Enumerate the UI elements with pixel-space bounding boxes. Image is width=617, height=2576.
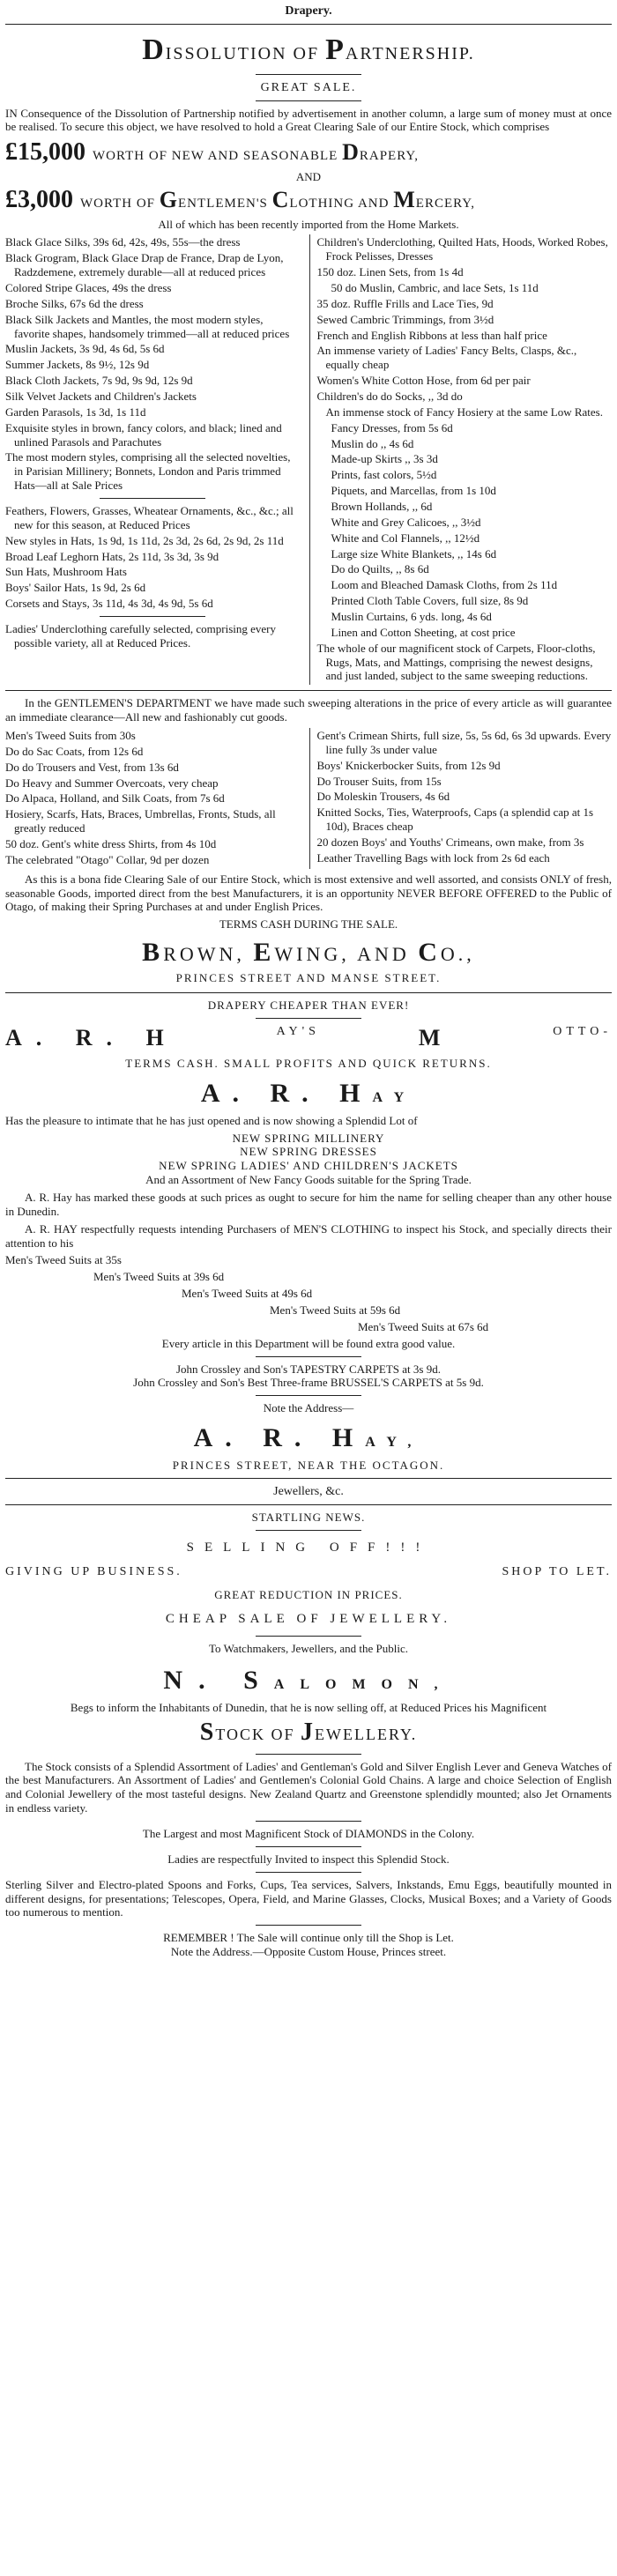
list-item: 35 doz. Ruffle Frills and Lace Ties, 9d <box>316 296 494 310</box>
list-item: Corsets and Stays, 3s 11d, 4s 3d, 4s 9d, 5s 6d <box>5 597 213 611</box>
list-item: Muslin do ,, 4s 6d <box>331 436 414 450</box>
divider <box>5 690 612 691</box>
list-item: Brown Hollands, ,, 6d <box>331 499 433 513</box>
section-label-jewellers: Jewellers, &c. <box>273 1484 344 1498</box>
sale-intro: IN Consequence of the Dissolution of Partnership notified by advertisement in another column, a large sum of money must at once be realised. To secure this object, we have resolved to hold a Great Clearing Sale of our Entire Stock, which comprises <box>5 106 612 134</box>
hay-assortment: And an Assortment of New Fancy Goods suitable for the Spring Trade. <box>145 1173 472 1187</box>
list-item: Fancy Dresses, from 5s 6d <box>331 420 453 434</box>
startling-news: STARTLING NEWS. <box>251 1510 366 1524</box>
list-item: Leather Travelling Bags with lock from 2s 6d each <box>316 850 550 865</box>
divider <box>100 616 205 617</box>
list-item: Broche Silks, 67s 6d the dress <box>5 296 144 310</box>
stock-of-jewellery: STOCK OF JEWELLERY. <box>199 1719 418 1747</box>
drapery-left-column <box>5 234 301 685</box>
list-item: White and Grey Calicoes, ,, 3½d <box>331 515 481 529</box>
divider <box>256 100 361 101</box>
great-reduction: GREAT REDUCTION IN PRICES. <box>214 1587 403 1601</box>
section-label-drapery: Drapery. <box>285 4 332 18</box>
divider <box>5 1478 612 1479</box>
list-item: An immense stock of Fancy Hosiery at the same Low Rates. <box>325 405 603 419</box>
list-item: Boys' Sailor Hats, 1s 9d, 2s 6d <box>5 581 146 595</box>
list-item: 50 do Muslin, Cambric, and lace Sets, 1s 11d <box>331 280 539 294</box>
gents-intro: In the GENTLEMEN'S DEPARTMENT we have made such sweeping alterations in the price of every article as will guarantee an immediate clearance—All new and fashionably cut goods. <box>5 696 612 724</box>
divider <box>256 74 361 75</box>
mercery-worth-line: £3,000 WORTH OF GENTLEMEN'S CLOTHING AND MERCERY, <box>5 186 475 214</box>
list-item: Do Trouser Suits, from 15s <box>316 774 442 788</box>
divider <box>256 1636 361 1637</box>
imported-line: All of which has been recently imported from the Home Markets. <box>158 217 459 231</box>
list-item: Colored Stripe Glaces, 49s the dress <box>5 280 172 294</box>
list-item: Do do Sac Coats, from 12s 6d <box>5 744 144 758</box>
sterling-silver: Sterling Silver and Electro-plated Spoons and Forks, Cups, Tea services, Salvers, Inkstands, Emu Eggs, beautifully mounted in different designs, for presentations; Telescopes, Opera, Field, and Marine Glasses, Clocks, Musical Boxes; and a Variety of Goods too numerous to mention. <box>5 1877 612 1919</box>
divider <box>256 1925 361 1926</box>
list-item: Ladies' Underclothing carefully selected, comprising every possible variety, all at Reduced Prices. <box>5 622 277 650</box>
stock-description: The Stock consists of a Splendid Assortment of Ladies' and Gentleman's Gold and Silver English Lever and Geneva Watches of the best Manufacturers. An Assortment of Ladies' and Gentlemen's Colonial Gold Chains. A large and choice Selection of English and Colonial Jewellery of the most tasteful designs. New Zealand Quartz and Greenstone splendidly mounted; also Jet Ornaments in endless variety. <box>5 1759 612 1815</box>
list-item: Silk Velvet Jackets and Children's Jackets <box>5 389 197 403</box>
drapery-right-column <box>309 234 613 685</box>
divider <box>100 498 205 499</box>
diamonds-line: The Largest and most Magnificent Stock of DIAMONDS in the Colony. <box>142 1826 475 1840</box>
list-item: Do Moleskin Trousers, 4s 6d <box>316 790 450 804</box>
divider <box>256 1821 361 1822</box>
drapery-worth-line: £15,000 WORTH OF NEW AND SEASONABLE DRAPERY, <box>5 138 420 167</box>
list-item: The celebrated "Otago" Collar, 9d per dozen <box>5 852 210 866</box>
hay-header: DRAPERY CHEAPER THAN EVER! <box>207 998 410 1012</box>
list-item: White and Col Flannels, ,, 12½d <box>331 531 480 545</box>
cheap-sale: CHEAP SALE OF JEWELLERY. <box>165 1611 452 1626</box>
list-item: Do do Trousers and Vest, from 13s 6d <box>5 760 179 774</box>
salomon-name: N. SALOMON, <box>163 1665 454 1695</box>
hay-intro: Has the pleasure to intimate that he has just opened and is now showing a Splendid Lot of <box>5 1113 418 1127</box>
list-item: Sun Hats, Mushroom Hats <box>5 565 127 579</box>
list-item: 150 doz. Linen Sets, from 1s 4d <box>316 265 464 279</box>
list-item: New styles in Hats, 1s 9d, 1s 11d, 2s 3d, 2s 6d, 2s 9d, 2s 11d <box>5 533 284 547</box>
divider <box>256 1754 361 1755</box>
list-item: Feathers, Flowers, Grasses, Wheatear Ornaments, &c., &c.; all new for this season, at Reduced Prices <box>5 503 294 531</box>
list-item: Piquets, and Marcellas, from 1s 10d <box>331 484 496 498</box>
hay-requests: A. R. HAY respectfully requests intending Purchasers of MEN'S CLOTHING to inspect his Stock, and specially directs their attention to his <box>5 1221 612 1250</box>
list-item: Muslin Curtains, 6 yds. long, 4s 6d <box>331 610 492 623</box>
hay-name: A. R. HAY <box>200 1079 417 1109</box>
suit-line: Men's Tweed Suits at 59s 6d <box>270 1303 401 1317</box>
list-item: Black Cloth Jackets, 7s 9d, 9s 9d, 12s 9d <box>5 374 193 388</box>
ladies-invited: Ladies are respectfully Invited to inspect this Splendid Stock. <box>167 1852 450 1866</box>
new-line: NEW SPRING LADIES' AND CHILDREN'S JACKETS <box>159 1159 458 1173</box>
divider <box>256 1395 361 1396</box>
list-item: 20 dozen Boys' and Youths' Crimeans, own make, from 3s <box>316 835 584 850</box>
list-item: Garden Parasols, 1s 3d, 1s 11d <box>5 405 146 419</box>
list-item: French and English Ribbons at less than half price <box>316 328 547 342</box>
hay-marked: A. R. Hay has marked these goods at such prices as ought to secure for him the name for selling cheaper than any other house in Dunedin. <box>5 1190 612 1218</box>
list-item: Black Silk Jackets and Mantles, the most modern styles, favorite shapes, handsomely trimmed—all at reduced prices <box>5 312 290 340</box>
divider <box>256 1018 361 1019</box>
divider <box>256 1846 361 1847</box>
list-item: Prints, fast colors, 5½d <box>331 468 437 482</box>
gents-right-column <box>309 728 613 869</box>
list-item: An immense variety of Ladies' Fancy Belts, Clasps, &c., equally cheap <box>316 344 577 372</box>
list-item: Linen and Cotton Sheeting, at cost price <box>331 625 516 639</box>
gents-columns <box>5 728 612 869</box>
list-item: Muslin Jackets, 3s 9d, 4s 6d, 5s 6d <box>5 342 165 356</box>
list-item: Children's Underclothing, Quilted Hats, Hoods, Worked Robes, Frock Pelisses, Dresses <box>316 235 608 264</box>
list-item: Hosiery, Scarfs, Hats, Braces, Umbrellas, Fronts, Studs, all greatly reduced <box>5 807 276 835</box>
list-item: Knitted Socks, Ties, Waterproofs, Caps (a splendid cap at 1s 10d), Braces cheap <box>316 805 594 834</box>
firm-name-brown-ewing: BROWN, EWING, AND CO., <box>142 938 475 968</box>
list-item: Men's Tweed Suits from 30s <box>5 729 136 743</box>
hay-name-footer: A. R. HAY, <box>193 1423 424 1453</box>
firm-address: PRINCES STREET AND MANSE STREET. <box>175 970 442 984</box>
list-item: Do Heavy and Summer Overcoats, very cheap <box>5 776 219 790</box>
divider <box>5 24 612 25</box>
divider <box>5 992 612 993</box>
new-line: NEW SPRING MILLINERY <box>232 1131 385 1145</box>
list-item: Do Alpaca, Holland, and Silk Coats, from 7s 6d <box>5 791 225 805</box>
value-line: Every article in this Department will be found extra good value. <box>161 1336 456 1350</box>
carpets-line: John Crossley and Son's TAPESTRY CARPETS at 3s 9d. <box>176 1362 441 1376</box>
hay-motto: A. R. H AY'S M OTTO- <box>5 1024 612 1050</box>
list-item: Black Glace Silks, 39s 6d, 42s, 49s, 55s—the dress <box>5 235 241 249</box>
list-item: The most modern styles, comprising all the selected novelties, in Parisian Millinery; Bonnets, London and Paris trimmed Hats—all at Sale Prices <box>5 450 291 493</box>
list-item: Do do Quilts, ,, 8s 6d <box>331 562 429 576</box>
list-item: Boys' Knickerbocker Suits, from 12s 9d <box>316 758 501 772</box>
gents-left-column <box>5 728 301 869</box>
drapery-columns <box>5 234 612 685</box>
list-item: Black Grogram, Black Glace Drap de France, Drap de Lyon, Radzdemene, extremely durable—all at reduced prices <box>5 251 284 279</box>
divider <box>256 1356 361 1357</box>
giving-up-line: GIVING UP BUSINESS. SHOP TO LET. <box>5 1564 612 1578</box>
note-address-jeweller: Note the Address.—Opposite Custom House, Princes street. <box>170 1945 447 1959</box>
list-item: Women's White Cotton Hose, from 6d per pair <box>316 374 531 388</box>
newspaper-page <box>5 0 612 1959</box>
to-watchmakers: To Watchmakers, Jewellers, and the Public. <box>209 1642 408 1656</box>
list-item: Broad Leaf Leghorn Hats, 2s 11d, 3s 3d, 3s 9d <box>5 549 219 563</box>
list-item: The whole of our magnificent stock of Carpets, Floor-cloths, Rugs, Mats, and Mattings, comprising the newest designs, and just landed, subject to the same sweeping reductions. <box>316 641 596 683</box>
list-item: Sewed Cambric Trimmings, from 3½d <box>316 312 494 326</box>
divider <box>5 1504 612 1505</box>
list-item: 50 doz. Gent's white dress Shirts, from 4s 10d <box>5 837 217 851</box>
carpets-line: John Crossley and Son's Best Three-frame BRUSSEL'S CARPETS at 5s 9d. <box>133 1376 484 1390</box>
divider <box>256 1872 361 1873</box>
list-item: Exquisite styles in brown, fancy colors, and black; lined and unlined Parasols and Parachutes <box>5 420 282 449</box>
note-address: Note the Address— <box>263 1401 354 1415</box>
suit-line: Men's Tweed Suits at 67s 6d <box>358 1319 489 1333</box>
clearing-sale-closing: As this is a bona fide Clearing Sale of our Entire Stock, which is most extensive and well assorted, and consists ONLY of fresh, seasonable Goods, imported direct from the best Manufacturers, it is an opportunity NEVER BEFORE OFFERED to the Public of Otago, of making their Spring Purchases at and under English Prices. <box>5 872 612 914</box>
divider <box>256 1530 361 1531</box>
list-item: Printed Cloth Table Covers, full size, 8s 9d <box>331 594 529 608</box>
list-item: Gent's Crimean Shirts, full size, 5s, 5s 6d, 6s 3d upwards. Every line fully 3s under value <box>316 729 612 756</box>
terms-cash: TERMS CASH DURING THE SALE. <box>219 917 398 932</box>
list-item: Summer Jackets, 8s 9½, 12s 9d <box>5 358 150 372</box>
selling-off: SELLING OFF!!! <box>186 1540 431 1555</box>
remember-line: REMEMBER ! The Sale will continue only till the Shop is Let. <box>163 1931 454 1945</box>
great-sale-heading: GREAT SALE. <box>260 80 357 94</box>
list-item: Made-up Skirts ,, 3s 3d <box>331 452 438 466</box>
begs-inform: Begs to inform the Inhabitants of Dunedin, that he is now selling off, at Reduced Prices his Magnificent <box>70 1700 547 1714</box>
list-item: Loom and Bleached Damask Cloths, from 2s 11d <box>331 578 558 592</box>
suit-line: Men's Tweed Suits at 35s <box>5 1253 122 1267</box>
dissolution-title: DISSOLUTION OF PARTNERSHIP. <box>142 33 475 67</box>
and-word: AND <box>295 169 322 183</box>
list-item: Children's do do Socks, ,, 3d do <box>316 389 463 403</box>
suit-line: Men's Tweed Suits at 39s 6d <box>93 1270 225 1284</box>
new-line: NEW SPRING DRESSES <box>240 1145 377 1159</box>
hay-terms: TERMS CASH. SMALL PROFITS AND QUICK RETURNS. <box>125 1057 492 1071</box>
suit-line: Men's Tweed Suits at 49s 6d <box>182 1287 313 1301</box>
hay-address: PRINCES STREET, NEAR THE OCTAGON. <box>172 1458 445 1472</box>
list-item: Large size White Blankets, ,, 14s 6d <box>331 546 497 560</box>
